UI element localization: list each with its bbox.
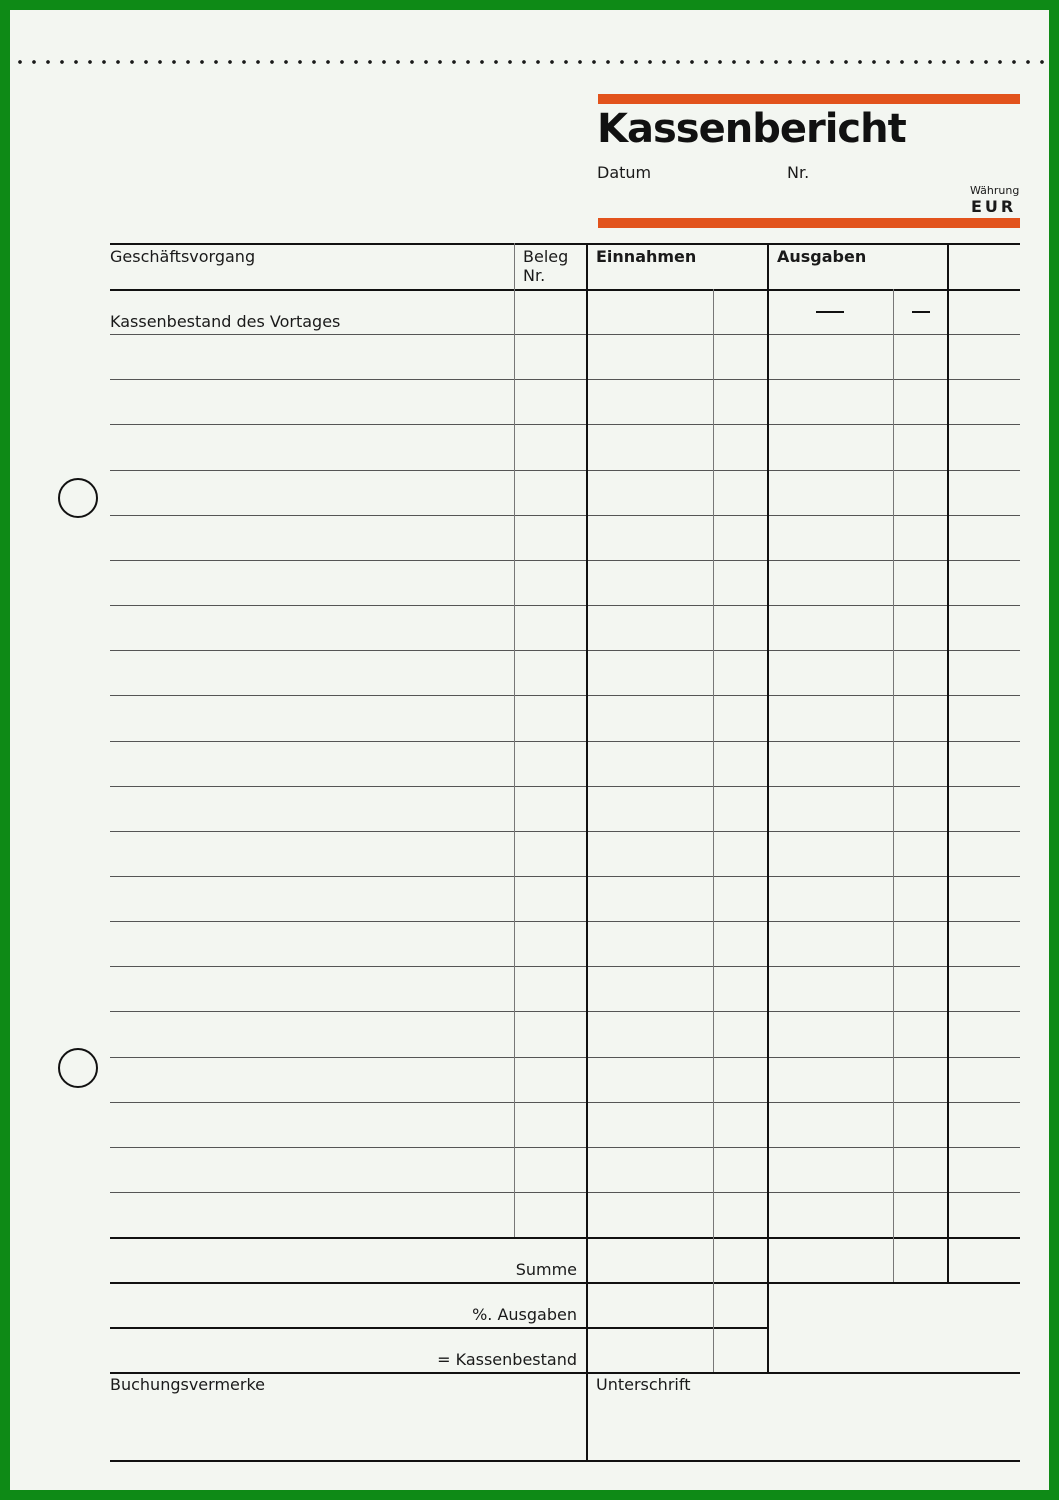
header-stripe-top — [598, 94, 1020, 104]
row-line — [110, 1147, 1020, 1148]
row-line — [110, 921, 1020, 922]
col-line-last — [947, 243, 949, 1282]
nr-label: Nr. — [787, 163, 810, 182]
row-line — [110, 334, 1020, 335]
row-line — [110, 379, 1020, 380]
kassenbestand-line — [110, 1372, 1020, 1374]
col-line-expenses — [767, 243, 769, 1372]
row-line — [110, 1102, 1020, 1103]
row-line — [110, 741, 1020, 742]
summe-line — [110, 1282, 1020, 1284]
datum-label: Datum — [597, 163, 652, 182]
form-title: Kassenbericht — [597, 106, 906, 152]
form-sheet — [10, 10, 1049, 1490]
col-header-description: Geschäftsvorgang — [110, 247, 256, 266]
row-line — [110, 515, 1020, 516]
row-line — [110, 1192, 1020, 1193]
col-line-signature — [586, 1372, 588, 1460]
row-line — [110, 424, 1020, 425]
header-stripe-bottom — [598, 218, 1020, 228]
col-line-beleg — [514, 243, 515, 1237]
row-line — [110, 1011, 1020, 1012]
col-line-expenses-cents — [893, 289, 894, 1282]
col-header-beleg-nr: Nr. — [523, 266, 546, 285]
minus-ausgaben-label: %. Ausgaben — [472, 1305, 577, 1324]
minus-ausgaben-line — [110, 1327, 767, 1329]
col-line-income — [586, 243, 588, 1372]
form-bottom-line — [110, 1460, 1020, 1462]
header-bottom-line — [110, 289, 1020, 291]
row-line — [110, 876, 1020, 877]
row-line — [110, 831, 1020, 832]
col-header-income: Einnahmen — [596, 247, 697, 266]
col-header-expenses: Ausgaben — [777, 247, 867, 266]
waehrung-label: Währung — [970, 184, 1020, 197]
kassenbestand-label: = Kassenbestand — [437, 1350, 577, 1369]
col-header-beleg: Beleg — [523, 247, 569, 266]
row-line — [110, 966, 1020, 967]
punch-hole-upper — [58, 478, 98, 518]
punch-hole-lower — [58, 1048, 98, 1088]
row-line — [110, 695, 1020, 696]
row-line — [110, 1057, 1020, 1058]
buchungsvermerke-label: Buchungsvermerke — [110, 1375, 265, 1394]
row-line — [110, 470, 1020, 471]
opening-balance-label: Kassenbestand des Vortages — [110, 312, 341, 331]
col-line-income-cents — [713, 289, 714, 1372]
data-bottom-line — [110, 1237, 1020, 1239]
row-line — [110, 560, 1020, 561]
row-line — [110, 605, 1020, 606]
currency-value: EUR — [971, 197, 1017, 216]
row-line — [110, 786, 1020, 787]
opening-expenses-cents-dash — [912, 311, 930, 313]
table-top-line — [110, 243, 1020, 245]
opening-expenses-dash — [816, 311, 844, 313]
summe-label: Summe — [515, 1260, 577, 1279]
unterschrift-label: Unterschrift — [596, 1375, 691, 1394]
row-line — [110, 650, 1020, 651]
perforation-line — [10, 59, 1049, 65]
